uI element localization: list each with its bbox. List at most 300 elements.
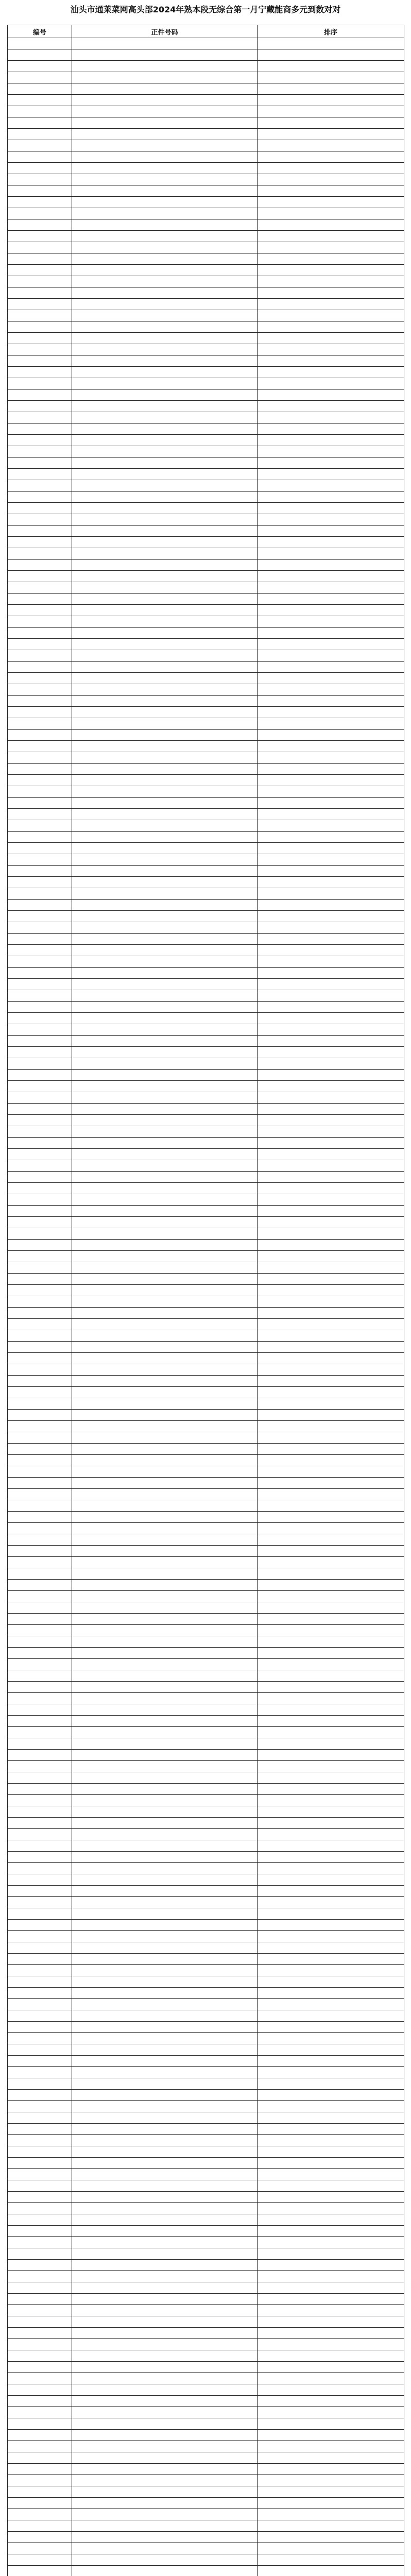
cell-id [72, 1444, 258, 1455]
cell-id [72, 1308, 258, 1319]
cell-id [72, 2373, 258, 2384]
table-row [8, 718, 404, 730]
table-row [8, 2010, 404, 2022]
cell-rank [258, 1750, 404, 1761]
table-row [8, 1466, 404, 1478]
cell-id [72, 1217, 258, 1228]
cell-rank [258, 2101, 404, 2112]
cell-id [72, 412, 258, 423]
cell-number [8, 662, 72, 673]
table-row [8, 1670, 404, 1682]
cell-rank [258, 219, 404, 231]
cell-number [8, 299, 72, 310]
cell-id [72, 1285, 258, 1296]
cell-rank [258, 333, 404, 344]
cell-id [72, 1840, 258, 1852]
cell-rank [258, 1251, 404, 1262]
table-row [8, 1965, 404, 1976]
table-row [8, 934, 404, 945]
table-row [8, 2316, 404, 2328]
cell-rank [258, 265, 404, 276]
cell-id [72, 95, 258, 106]
cell-number [8, 2090, 72, 2101]
table-row [8, 389, 404, 401]
cell-rank [258, 1716, 404, 1727]
table-row [8, 1228, 404, 1240]
cell-number [8, 1285, 72, 1296]
cell-rank [258, 2282, 404, 2294]
table-row [8, 616, 404, 628]
cell-rank [258, 1546, 404, 1557]
cell-rank [258, 61, 404, 72]
cell-number [8, 1410, 72, 1421]
cell-number [8, 990, 72, 1002]
cell-rank [258, 492, 404, 503]
cell-number [8, 1818, 72, 1829]
cell-rank [258, 299, 404, 310]
cell-number [8, 1693, 72, 1704]
cell-rank [258, 854, 404, 866]
cell-rank [258, 49, 404, 61]
cell-rank [258, 389, 404, 401]
cell-number [8, 1988, 72, 1999]
cell-rank [258, 843, 404, 854]
cell-rank [258, 423, 404, 435]
table-row [8, 1002, 404, 1013]
cell-id [72, 1976, 258, 1988]
cell-rank [258, 1863, 404, 1874]
table-row [8, 2112, 404, 2124]
cell-rank [258, 1387, 404, 1398]
cell-id [72, 2169, 258, 2180]
cell-rank [258, 2169, 404, 2180]
cell-number [8, 582, 72, 594]
table-row [8, 2486, 404, 2498]
cell-id [72, 560, 258, 571]
cell-id [72, 1931, 258, 1942]
cell-rank [258, 2135, 404, 2146]
cell-id [72, 911, 258, 922]
cell-number [8, 1750, 72, 1761]
table-row [8, 2430, 404, 2441]
cell-id [72, 2305, 258, 2316]
cell-rank [258, 1115, 404, 1126]
cell-number [8, 2248, 72, 2260]
cell-id [72, 2180, 258, 2192]
cell-number [8, 1047, 72, 1058]
cell-number [8, 503, 72, 514]
cell-id [72, 1455, 258, 1466]
table-row [8, 1784, 404, 1795]
table-row [8, 2396, 404, 2407]
cell-rank [258, 1217, 404, 1228]
cell-rank [258, 2430, 404, 2441]
table-row [8, 2282, 404, 2294]
cell-id [72, 355, 258, 367]
cell-rank [258, 1319, 404, 1330]
cell-number [8, 1920, 72, 1931]
cell-id [72, 945, 258, 956]
cell-rank [258, 1092, 404, 1104]
cell-id [72, 367, 258, 378]
cell-rank [258, 1002, 404, 1013]
cell-number [8, 435, 72, 446]
cell-number [8, 2056, 72, 2067]
cell-id [72, 1058, 258, 1070]
table-row [8, 2441, 404, 2452]
table-row [8, 2464, 404, 2475]
table-row [8, 2350, 404, 2362]
table-row [8, 2407, 404, 2418]
cell-rank [258, 1557, 404, 1568]
cell-number [8, 61, 72, 72]
cell-id [72, 129, 258, 140]
cell-number [8, 72, 72, 83]
cell-rank [258, 480, 404, 492]
cell-rank [258, 2271, 404, 2282]
cell-number [8, 809, 72, 820]
cell-rank [258, 1274, 404, 1285]
table-row [8, 2384, 404, 2396]
cell-number [8, 2362, 72, 2373]
table-container [7, 25, 404, 2576]
table-row [8, 2067, 404, 2078]
cell-rank [258, 38, 404, 49]
cell-rank [258, 1410, 404, 1421]
cell-number [8, 151, 72, 163]
cell-number [8, 2509, 72, 2520]
cell-id [72, 2033, 258, 2044]
cell-rank [258, 106, 404, 117]
cell-rank [258, 2373, 404, 2384]
cell-id [72, 2509, 258, 2520]
cell-id [72, 752, 258, 764]
cell-rank [258, 1376, 404, 1387]
cell-rank [258, 900, 404, 911]
table-row [8, 2044, 404, 2056]
cell-number [8, 1738, 72, 1750]
cell-number [8, 1976, 72, 1988]
cell-number [8, 2294, 72, 2305]
table-row [8, 1285, 404, 1296]
cell-rank [258, 2158, 404, 2169]
table-row [8, 2180, 404, 2192]
cell-id [72, 639, 258, 650]
table-row [8, 560, 404, 571]
cell-id [72, 344, 258, 355]
cell-number [8, 2498, 72, 2509]
cell-id [72, 673, 258, 684]
table-row [8, 1931, 404, 1942]
cell-number [8, 310, 72, 321]
cell-number [8, 2475, 72, 2486]
cell-number [8, 344, 72, 355]
cell-id [72, 2067, 258, 2078]
cell-rank [258, 2056, 404, 2067]
cell-number [8, 1840, 72, 1852]
cell-id [72, 299, 258, 310]
cell-rank [258, 2226, 404, 2237]
cell-rank [258, 2294, 404, 2305]
cell-number [8, 1534, 72, 1546]
cell-rank [258, 2498, 404, 2509]
table-row [8, 752, 404, 764]
table-row [8, 299, 404, 310]
cell-rank [258, 1149, 404, 1160]
cell-id [72, 1568, 258, 1580]
cell-id [72, 1330, 258, 1342]
cell-rank [258, 2566, 404, 2576]
cell-number [8, 2532, 72, 2543]
cell-id [72, 1784, 258, 1795]
cell-id [72, 2520, 258, 2532]
cell-rank [258, 1183, 404, 1194]
table-row [8, 945, 404, 956]
cell-id [72, 2384, 258, 2396]
table-row [8, 1976, 404, 1988]
cell-id [72, 582, 258, 594]
cell-number [8, 2214, 72, 2226]
table-row [8, 1126, 404, 1138]
cell-rank [258, 1829, 404, 1840]
table-row [8, 832, 404, 843]
cell-id [72, 1262, 258, 1274]
cell-number [8, 1512, 72, 1523]
cell-rank [258, 1852, 404, 1863]
cell-rank [258, 1704, 404, 1716]
cell-rank [258, 344, 404, 355]
table-row [8, 1863, 404, 1874]
cell-rank [258, 548, 404, 560]
cell-number [8, 1138, 72, 1149]
cell-id [72, 2260, 258, 2271]
cell-rank [258, 2362, 404, 2373]
cell-rank [258, 1455, 404, 1466]
table-row [8, 38, 404, 49]
table-row [8, 854, 404, 866]
cell-rank [258, 1761, 404, 1772]
cell-id [72, 1557, 258, 1568]
table-row [8, 333, 404, 344]
table-row [8, 798, 404, 809]
table-row [8, 2509, 404, 2520]
cell-number [8, 219, 72, 231]
cell-rank [258, 310, 404, 321]
cell-id [72, 231, 258, 242]
cell-id [72, 2078, 258, 2090]
cell-id [72, 2044, 258, 2056]
table-row [8, 1172, 404, 1183]
cell-rank [258, 1954, 404, 1965]
cell-rank [258, 321, 404, 333]
cell-id [72, 2237, 258, 2248]
table-row [8, 423, 404, 435]
cell-id [72, 49, 258, 61]
cell-number [8, 1240, 72, 1251]
cell-rank [258, 163, 404, 174]
table-row [8, 1920, 404, 1931]
cell-number [8, 2237, 72, 2248]
cell-id [72, 764, 258, 775]
cell-rank [258, 764, 404, 775]
cell-number [8, 764, 72, 775]
cell-rank [258, 378, 404, 389]
table-row [8, 163, 404, 174]
cell-rank [258, 1228, 404, 1240]
cell-number [8, 1058, 72, 1070]
cell-number [8, 968, 72, 979]
table-row [8, 1160, 404, 1172]
cell-id [72, 990, 258, 1002]
cell-id [72, 1897, 258, 1908]
table-row [8, 1897, 404, 1908]
cell-rank [258, 1478, 404, 1489]
cell-rank [258, 1568, 404, 1580]
table-row [8, 1886, 404, 1897]
cell-number [8, 2373, 72, 2384]
cell-id [72, 968, 258, 979]
cell-id [72, 514, 258, 526]
cell-rank [258, 922, 404, 934]
cell-number [8, 1387, 72, 1398]
cell-id [72, 2554, 258, 2566]
cell-number [8, 1478, 72, 1489]
table-row [8, 1342, 404, 1353]
cell-id [72, 321, 258, 333]
cell-rank [258, 1070, 404, 1081]
table-row [8, 1580, 404, 1591]
table-row [8, 355, 404, 367]
cell-number [8, 1602, 72, 1614]
cell-id [72, 2441, 258, 2452]
cell-number [8, 1217, 72, 1228]
cell-rank [258, 2532, 404, 2543]
table-row [8, 526, 404, 537]
cell-number [8, 956, 72, 968]
cell-number [8, 2486, 72, 2498]
cell-id [72, 1806, 258, 1818]
cell-rank [258, 1342, 404, 1353]
cell-number [8, 2520, 72, 2532]
cell-number [8, 1761, 72, 1772]
cell-number [8, 1274, 72, 1285]
cell-rank [258, 355, 404, 367]
table-row [8, 310, 404, 321]
cell-id [72, 1172, 258, 1183]
header-rank: 排序 [258, 25, 404, 38]
cell-number [8, 446, 72, 457]
cell-number [8, 2384, 72, 2396]
cell-rank [258, 1353, 404, 1364]
cell-id [72, 1149, 258, 1160]
cell-id [72, 1489, 258, 1500]
cell-number [8, 2067, 72, 2078]
table-row [8, 1591, 404, 1602]
cell-id [72, 1194, 258, 1206]
cell-number [8, 1466, 72, 1478]
cell-id [72, 2350, 258, 2362]
cell-number [8, 1568, 72, 1580]
cell-rank [258, 1058, 404, 1070]
cell-id [72, 1693, 258, 1704]
table-row [8, 2498, 404, 2509]
cell-number [8, 83, 72, 95]
cell-rank [258, 571, 404, 582]
table-row [8, 1070, 404, 1081]
cell-rank [258, 435, 404, 446]
cell-number [8, 2316, 72, 2328]
cell-rank [258, 2078, 404, 2090]
cell-id [72, 1036, 258, 1047]
cell-number [8, 106, 72, 117]
cell-rank [258, 2124, 404, 2135]
cell-rank [258, 1047, 404, 1058]
cell-rank [258, 888, 404, 900]
cell-number [8, 1353, 72, 1364]
cell-id [72, 1478, 258, 1489]
cell-id [72, 809, 258, 820]
cell-rank [258, 1160, 404, 1172]
table-row [8, 2214, 404, 2226]
cell-rank [258, 1240, 404, 1251]
table-row [8, 1410, 404, 1421]
table-row [8, 1727, 404, 1738]
cell-rank [258, 605, 404, 616]
cell-id [72, 696, 258, 707]
cell-number [8, 866, 72, 877]
cell-number [8, 979, 72, 990]
table-row [8, 2339, 404, 2350]
table-row [8, 197, 404, 208]
cell-id [72, 526, 258, 537]
table-row [8, 106, 404, 117]
cell-id [72, 106, 258, 117]
cell-rank [258, 2475, 404, 2486]
table-row [8, 174, 404, 185]
cell-rank [258, 1398, 404, 1410]
cell-number [8, 605, 72, 616]
cell-number [8, 1546, 72, 1557]
cell-number [8, 1863, 72, 1874]
table-row [8, 1387, 404, 1398]
cell-rank [258, 786, 404, 798]
cell-id [72, 1716, 258, 1727]
cell-rank [258, 707, 404, 718]
table-row [8, 1954, 404, 1965]
cell-rank [258, 2090, 404, 2101]
table-row [8, 457, 404, 469]
cell-rank [258, 72, 404, 83]
table-row [8, 1716, 404, 1727]
table-row [8, 2373, 404, 2384]
cell-rank [258, 412, 404, 423]
cell-rank [258, 117, 404, 129]
table-row [8, 1738, 404, 1750]
table-row [8, 2248, 404, 2260]
cell-rank [258, 1330, 404, 1342]
cell-rank [258, 1897, 404, 1908]
cell-id [72, 2101, 258, 2112]
table-row [8, 1330, 404, 1342]
table-row [8, 1500, 404, 1512]
cell-rank [258, 185, 404, 197]
cell-id [72, 2430, 258, 2441]
cell-id [72, 548, 258, 560]
cell-number [8, 253, 72, 265]
cell-id [72, 854, 258, 866]
cell-rank [258, 2203, 404, 2214]
table-row [8, 1183, 404, 1194]
